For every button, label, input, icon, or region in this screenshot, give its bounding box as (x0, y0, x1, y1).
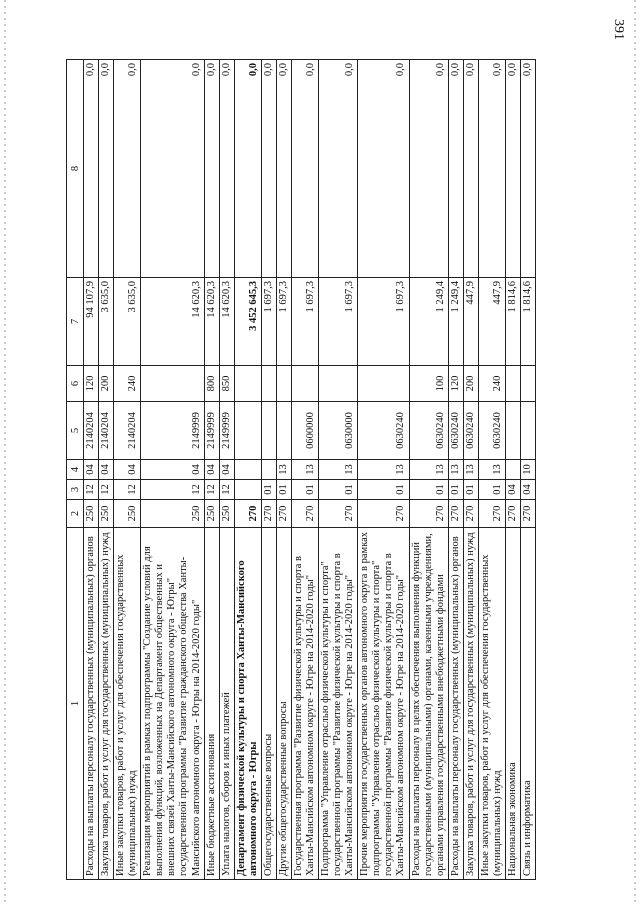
cell-c8: 0,0 (463, 60, 478, 278)
table-row (319, 60, 358, 880)
scan-edge-left (4, 0, 6, 905)
cell-c3: 01 (463, 480, 478, 500)
cell-c6: 200 (463, 366, 478, 402)
row-name-cell: Иные бюджетные ассигнования (204, 528, 219, 880)
cell-c7: 1 697,3 (291, 278, 318, 366)
cell-c3: 04 (521, 480, 536, 500)
cell-c2: 250 (219, 500, 234, 528)
row-name-cell: Закупка товаров, работ и услуг для государственных (муниципальных) нужд (99, 528, 114, 880)
cell-c4 (234, 460, 261, 480)
cell-c8: 0,0 (358, 60, 409, 278)
cell-c8: 0,0 (261, 60, 276, 278)
cell-c5: 2149999 (219, 402, 234, 460)
table-row (505, 60, 520, 880)
rotated-table-container (66, 60, 566, 880)
cell-c2: 270 (505, 500, 520, 528)
cell-c3: 12 (141, 480, 204, 500)
cell-c6: 200 (99, 366, 114, 402)
cell-c7: 1 697,3 (319, 278, 358, 366)
row-name-cell: Расходы на выплаты персоналу государственных (муниципальных) органов (84, 528, 99, 880)
cell-c6 (291, 366, 318, 402)
table-header-row (67, 60, 84, 880)
cell-c4: 04 (114, 460, 141, 480)
cell-c4: 13 (448, 460, 463, 480)
cell-c7: 3 635,0 (114, 278, 141, 366)
cell-c7: 447,9 (463, 278, 478, 366)
table-row (84, 60, 99, 880)
cell-c3 (234, 480, 261, 500)
cell-c5 (505, 402, 520, 460)
cell-c7: 1 249,4 (448, 278, 463, 366)
cell-c6: 800 (204, 366, 219, 402)
cell-c6 (505, 366, 520, 402)
cell-c3: 01 (319, 480, 358, 500)
cell-c5: 0630240 (409, 402, 448, 460)
cell-c8: 0,0 (448, 60, 463, 278)
budget-table (66, 59, 536, 880)
cell-c7: 14 620,3 (141, 278, 204, 366)
cell-c3: 01 (261, 480, 276, 500)
cell-c2: 270 (234, 500, 261, 528)
cell-c3: 01 (448, 480, 463, 500)
cell-c8: 0,0 (505, 60, 520, 278)
cell-c2: 270 (358, 500, 409, 528)
table-body (84, 60, 536, 880)
table-row (521, 60, 536, 880)
cell-c4: 13 (478, 460, 505, 480)
cell-c2: 270 (478, 500, 505, 528)
cell-c3: 01 (409, 480, 448, 500)
cell-c4 (505, 460, 520, 480)
row-name-cell: Национальная экономика (505, 528, 520, 880)
cell-c5: 0630240 (358, 402, 409, 460)
cell-c4: 13 (319, 460, 358, 480)
cell-c5: 0600000 (291, 402, 318, 460)
row-name-cell: Общегосударственные вопросы (261, 528, 276, 880)
cell-c6: 240 (478, 366, 505, 402)
cell-c5: 2149999 (141, 402, 204, 460)
row-name-cell: Закупка товаров, работ и услуг для государственных (муниципальных) нужд (463, 528, 478, 880)
cell-c6 (261, 366, 276, 402)
row-name-cell: Прочие мероприятия государственных органов автономного округа в рамках подпрограммы "Управление отраслью физической культуры и спорта" государственной программы "Развитие физической культуры и спорта в Ханты-Мансийском автономном округе - Югре на 2014-2020 годы" (358, 528, 409, 880)
cell-c4: 13 (409, 460, 448, 480)
cell-c7: 1 249,4 (409, 278, 448, 366)
row-name-cell: Государственная программа "Развитие физической культуры и спорта в Ханты-Мансийском автономном округе - Югре на 2014-2020 годы" (291, 528, 318, 880)
cell-c8: 0,0 (276, 60, 291, 278)
cell-c5 (234, 402, 261, 460)
row-name-cell: Расходы на выплаты персоналу государственных (муниципальных) органов (448, 528, 463, 880)
cell-c5 (276, 402, 291, 460)
cell-c7: 1 697,3 (276, 278, 291, 366)
scan-edge-right (634, 0, 636, 905)
row-name-cell: Связь и информатика (521, 528, 536, 880)
cell-c8: 0,0 (319, 60, 358, 278)
cell-c7: 94 107,9 (84, 278, 99, 366)
table-row (358, 60, 409, 880)
cell-c7: 1 814,6 (505, 278, 520, 366)
cell-c4: 13 (291, 460, 318, 480)
cell-c5: 0630240 (478, 402, 505, 460)
cell-c7: 447,9 (478, 278, 505, 366)
header-cell: 6 (67, 366, 84, 402)
cell-c4: 04 (84, 460, 99, 480)
cell-c6 (234, 366, 261, 402)
cell-c2: 270 (409, 500, 448, 528)
row-name-cell: Реализация мероприятий в рамках подпрограммы "Создание условий для выполнения функций, возложенных на Департамент общественных и внешних связей Ханты-Мансийского автономного округа - Югры" государственной программы "Развитие гражданского общества Ханты-Мансийского автономного округа - Югры на 2014-2020 годы" (141, 528, 204, 880)
table-row (276, 60, 291, 880)
cell-c4: 10 (521, 460, 536, 480)
cell-c7: 1 697,3 (358, 278, 409, 366)
header-cell: 2 (67, 500, 84, 528)
cell-c4 (261, 460, 276, 480)
cell-c3: 01 (291, 480, 318, 500)
cell-c6: 120 (448, 366, 463, 402)
table-row (409, 60, 448, 880)
cell-c3: 12 (99, 480, 114, 500)
row-name-cell: Подпрограмма "Управление отраслью физической культуры и спорта" государственной программы "Развитие физической культуры и спорта в Ханты-Мансийском автономном округе - Югре на 2014-2020 годы" (319, 528, 358, 880)
table-row (291, 60, 318, 880)
cell-c2: 250 (204, 500, 219, 528)
cell-c6: 100 (409, 366, 448, 402)
cell-c8: 0,0 (141, 60, 204, 278)
row-name-cell: Иные закупки товаров, работ и услуг для обеспечения государственных (муниципальных) нужд (114, 528, 141, 880)
cell-c2: 250 (99, 500, 114, 528)
cell-c3: 01 (478, 480, 505, 500)
cell-c6: 240 (114, 366, 141, 402)
cell-c2: 250 (141, 500, 204, 528)
cell-c8: 0,0 (204, 60, 219, 278)
cell-c2: 270 (448, 500, 463, 528)
cell-c7: 14 620,3 (219, 278, 234, 366)
cell-c8: 0,0 (99, 60, 114, 278)
header-cell: 5 (67, 402, 84, 460)
row-name-cell: Расходы на выплаты персоналу в целях обеспечения выполнения функций государственными (муниципальными) органами, казенными учреждениями, органами управления государственными внебюджетными фондами (409, 528, 448, 880)
row-name-cell: Иные закупки товаров, работ и услуг для обеспечения государственных (муниципальных) нужд (478, 528, 505, 880)
cell-c6: 850 (219, 366, 234, 402)
cell-c4: 04 (99, 460, 114, 480)
cell-c2: 270 (319, 500, 358, 528)
table-row (114, 60, 141, 880)
table-row (448, 60, 463, 880)
cell-c5: 0630000 (319, 402, 358, 460)
page-number: 391 (611, 19, 626, 40)
cell-c3: 01 (358, 480, 409, 500)
cell-c8: 0,0 (219, 60, 234, 278)
table-row (478, 60, 505, 880)
cell-c6 (358, 366, 409, 402)
header-cell: 4 (67, 460, 84, 480)
cell-c5: 2140204 (84, 402, 99, 460)
cell-c2: 270 (463, 500, 478, 528)
cell-c7: 1 814,6 (521, 278, 536, 366)
table-row (463, 60, 478, 880)
cell-c2: 250 (84, 500, 99, 528)
cell-c8: 0,0 (409, 60, 448, 278)
cell-c2: 270 (276, 500, 291, 528)
cell-c5 (521, 402, 536, 460)
header-cell: 7 (67, 278, 84, 366)
cell-c6: 120 (84, 366, 99, 402)
row-name-cell: Департамент физической культуры и спорта Ханты-Мансийского автономного округа - Югры (234, 528, 261, 880)
row-name-cell: Уплата налогов, сборов и иных платежей (219, 528, 234, 880)
cell-c8: 0,0 (114, 60, 141, 278)
cell-c3: 12 (84, 480, 99, 500)
cell-c7: 14 620,3 (204, 278, 219, 366)
cell-c4: 04 (204, 460, 219, 480)
header-cell: 3 (67, 480, 84, 500)
cell-c4: 04 (141, 460, 204, 480)
cell-c7: 1 697,3 (261, 278, 276, 366)
cell-c8: 0,0 (478, 60, 505, 278)
cell-c8: 0,0 (521, 60, 536, 278)
header-cell: 1 (67, 528, 84, 880)
cell-c3: 12 (204, 480, 219, 500)
cell-c3: 12 (114, 480, 141, 500)
header-cell: 8 (67, 60, 84, 278)
row-name-cell: Другие общегосударственные вопросы (276, 528, 291, 880)
table-row (234, 60, 261, 880)
cell-c5: 2149999 (204, 402, 219, 460)
table-row (261, 60, 276, 880)
cell-c5: 2140204 (99, 402, 114, 460)
cell-c3: 01 (276, 480, 291, 500)
cell-c2: 270 (521, 500, 536, 528)
cell-c8: 0,0 (234, 60, 261, 278)
cell-c7: 3 452 645,3 (234, 278, 261, 366)
cell-c2: 250 (114, 500, 141, 528)
cell-c6 (276, 366, 291, 402)
cell-c5: 2140204 (114, 402, 141, 460)
cell-c4: 13 (358, 460, 409, 480)
table-row (141, 60, 204, 880)
cell-c4: 13 (276, 460, 291, 480)
cell-c5: 0630240 (448, 402, 463, 460)
table-row (204, 60, 219, 880)
cell-c6 (141, 366, 204, 402)
cell-c5 (261, 402, 276, 460)
cell-c5: 0630240 (463, 402, 478, 460)
cell-c2: 270 (261, 500, 276, 528)
cell-c3: 12 (219, 480, 234, 500)
cell-c8: 0,0 (84, 60, 99, 278)
cell-c7: 3 635,0 (99, 278, 114, 366)
cell-c6 (319, 366, 358, 402)
cell-c8: 0,0 (291, 60, 318, 278)
table-row (219, 60, 234, 880)
cell-c2: 270 (291, 500, 318, 528)
cell-c3: 04 (505, 480, 520, 500)
cell-c4: 13 (463, 460, 478, 480)
cell-c4: 04 (219, 460, 234, 480)
table-row (99, 60, 114, 880)
cell-c6 (521, 366, 536, 402)
